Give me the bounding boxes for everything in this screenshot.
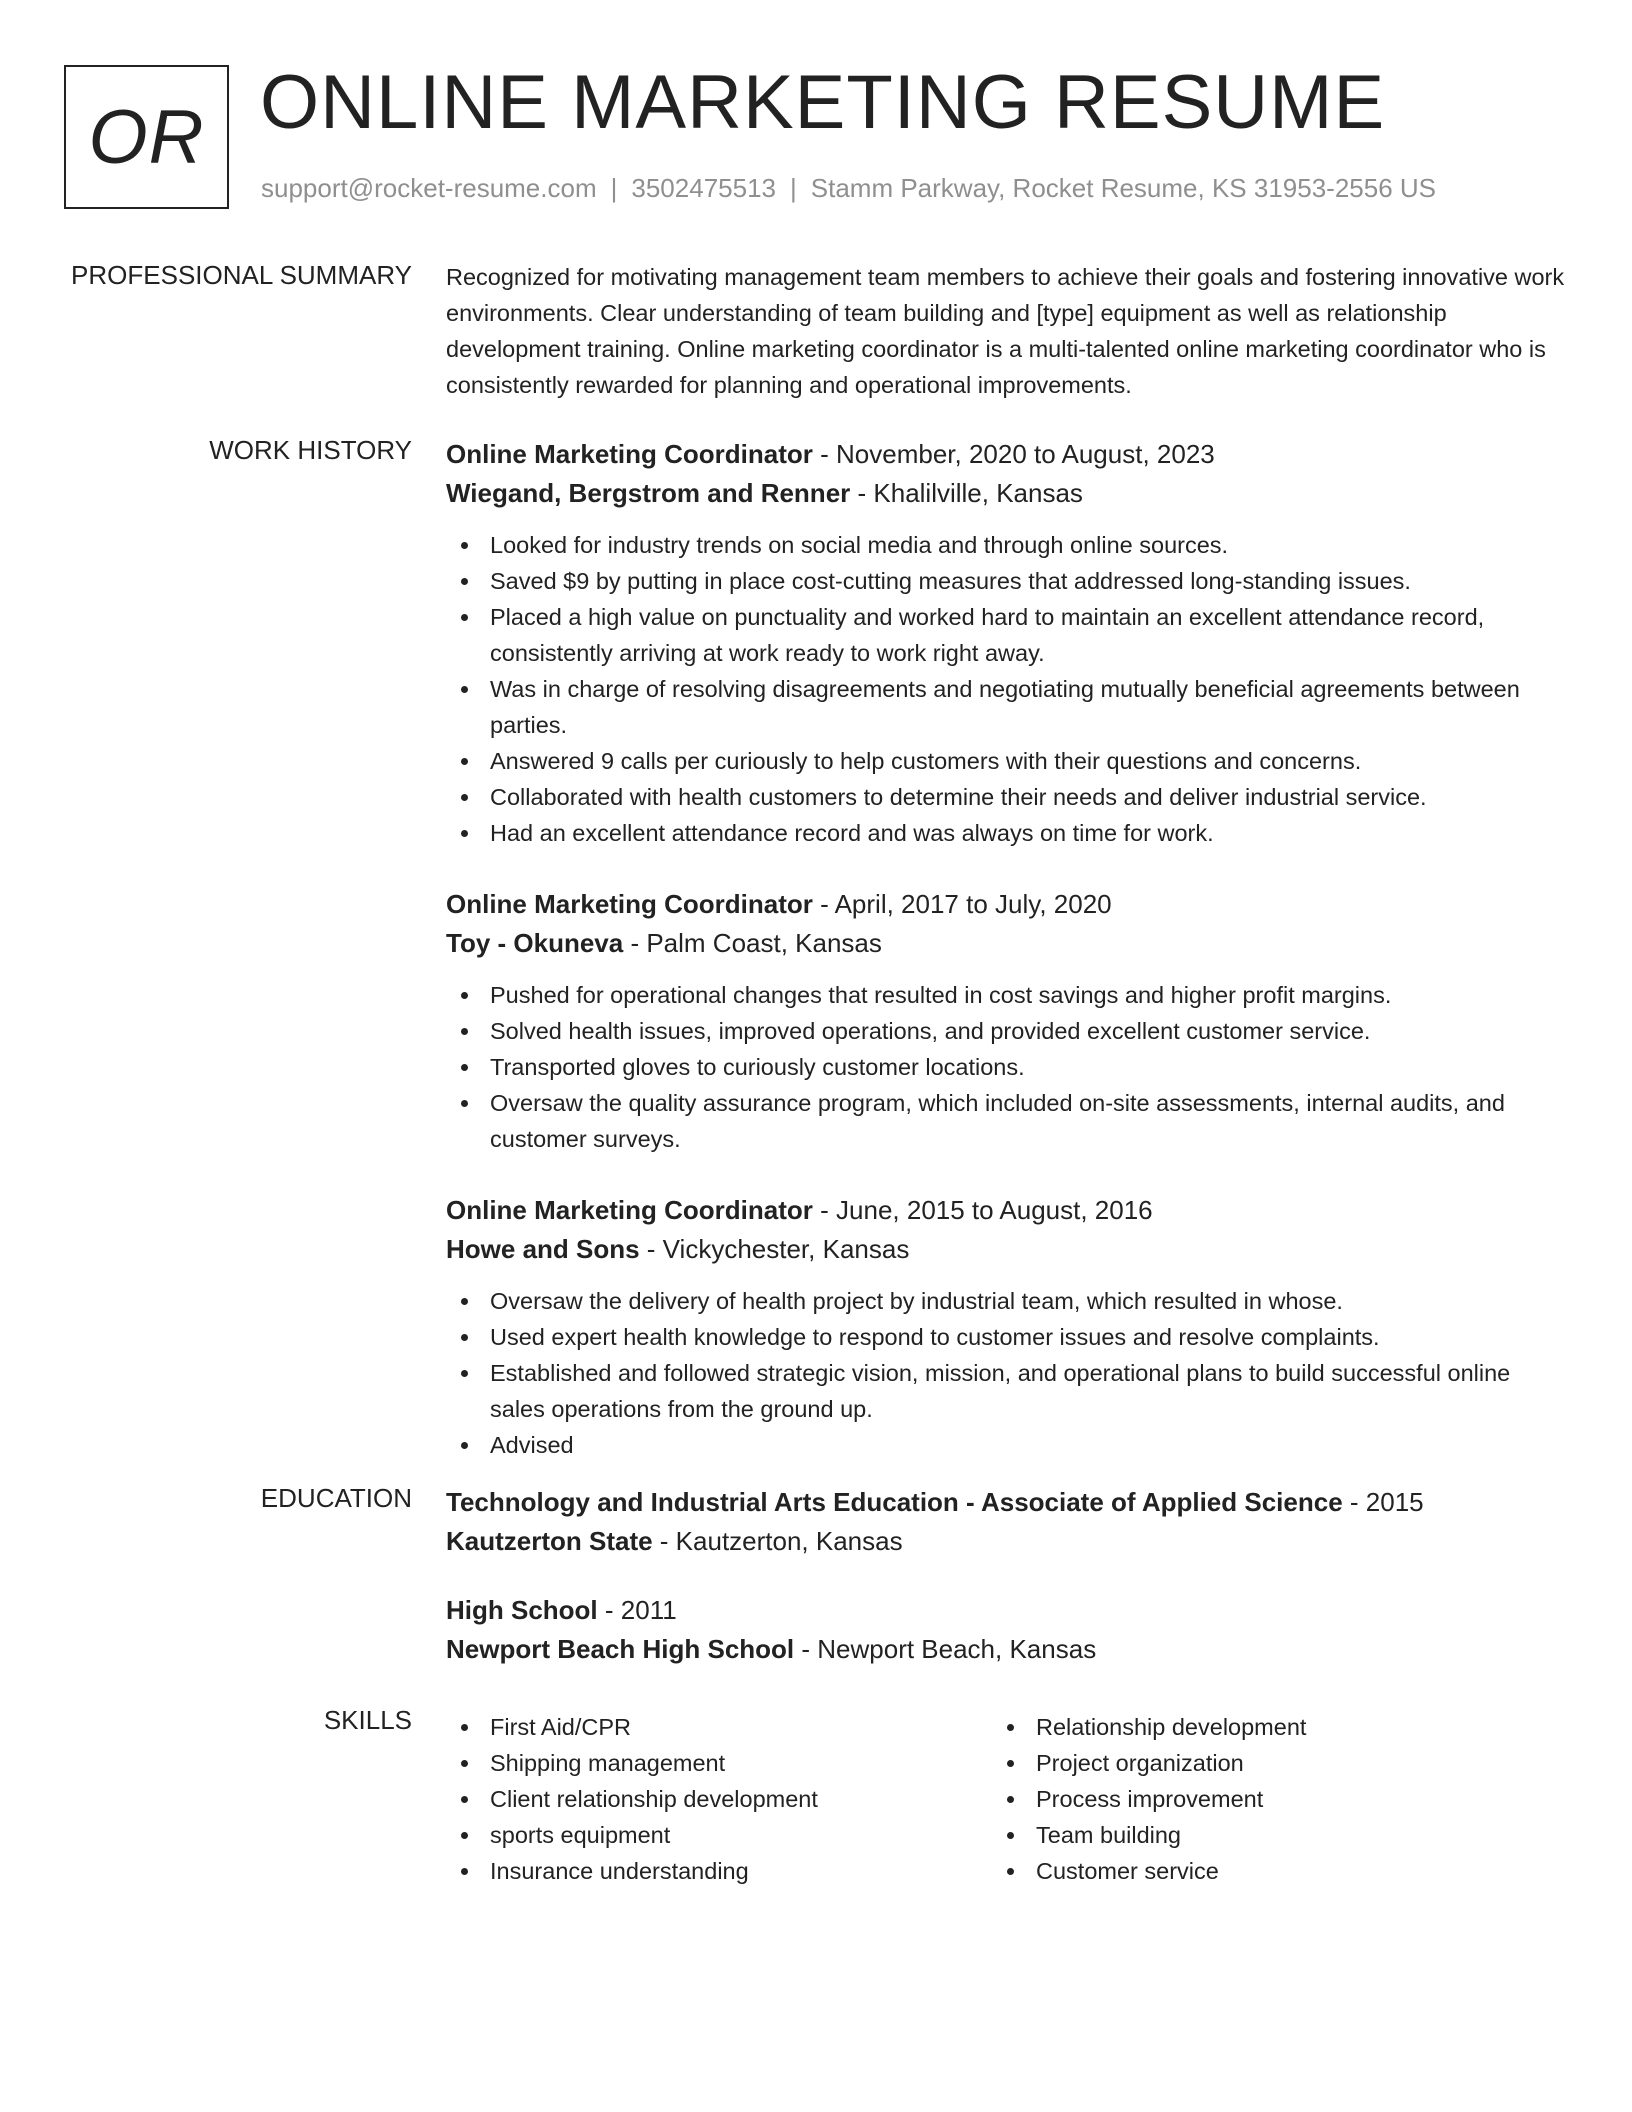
monogram-box bbox=[64, 65, 229, 209]
job-company: Wiegand, Bergstrom and Renner bbox=[446, 478, 851, 508]
bullet-item: Answered 9 calls per curiously to help customers with their questions and concerns. bbox=[446, 743, 1566, 779]
education-degree-line bbox=[446, 1483, 1566, 1522]
job-company: Howe and Sons bbox=[446, 1234, 640, 1264]
job-bullets bbox=[446, 977, 1566, 1157]
job-bullets bbox=[446, 527, 1566, 851]
bullet-item: Saved $9 by putting in place cost-cutting measures that addressed long-standing issues. bbox=[446, 563, 1566, 599]
job-company-line bbox=[446, 924, 1566, 963]
skills-left-column bbox=[446, 1709, 992, 1889]
bullet-item: Oversaw the quality assurance program, which included on-site assessments, internal audits, and customer surveys. bbox=[446, 1085, 1566, 1157]
job-title-line bbox=[446, 1191, 1566, 1230]
job-title: Online Marketing Coordinator bbox=[446, 1195, 813, 1225]
bullet-item: Was in charge of resolving disagreements and negotiating mutually beneficial agreements between parties. bbox=[446, 671, 1566, 743]
education-school-line bbox=[446, 1630, 1566, 1669]
job-location: - Palm Coast, Kansas bbox=[623, 928, 882, 958]
job-company: Toy - Okuneva bbox=[446, 928, 624, 958]
bullet-item: Looked for industry trends on social media and through online sources. bbox=[446, 527, 1566, 563]
contact-address: Stamm Parkway, Rocket Resume, KS 31953-2556 US bbox=[810, 173, 1436, 203]
education-degree: Technology and Industrial Arts Education - Associate of Applied Science bbox=[446, 1487, 1343, 1517]
education-degree-line bbox=[446, 1591, 1566, 1630]
skill-item: Insurance understanding bbox=[446, 1853, 992, 1889]
job-dates: - November, 2020 to August, 2023 bbox=[812, 439, 1215, 469]
section-label-summary: PROFESSIONAL SUMMARY bbox=[71, 260, 412, 290]
job-entry bbox=[446, 1191, 1566, 1463]
job-bullets bbox=[446, 1283, 1566, 1463]
job-location: - Khalilville, Kansas bbox=[850, 478, 1083, 508]
job-dates: - April, 2017 to July, 2020 bbox=[812, 889, 1112, 919]
bullet-item: Established and followed strategic vision, mission, and operational plans to build successful online sales operations from the ground up. bbox=[446, 1355, 1566, 1427]
skills-right-column bbox=[992, 1709, 1538, 1889]
contact-line bbox=[261, 173, 1436, 204]
education-school-line bbox=[446, 1522, 1566, 1561]
summary-text: Recognized for motivating management team members to achieve their goals and fostering innovative work environments. Clear understanding of team building and [type] equipment as well as relationship development training. Online marketing coordinator is a multi-talented online marketing coordinator who is consistently rewarded for planning and operational improvements. bbox=[446, 264, 1565, 398]
job-entry bbox=[446, 435, 1566, 851]
education-degree: High School bbox=[446, 1595, 598, 1625]
bullet-item: Pushed for operational changes that resulted in cost savings and higher profit margins. bbox=[446, 977, 1566, 1013]
job-title: Online Marketing Coordinator bbox=[446, 889, 813, 919]
bullet-item: Solved health issues, improved operations, and provided excellent customer service. bbox=[446, 1013, 1566, 1049]
skill-item: Team building bbox=[992, 1817, 1538, 1853]
skill-item: Shipping management bbox=[446, 1745, 992, 1781]
education-location: - Kautzerton, Kansas bbox=[652, 1526, 903, 1556]
bullet-item: Advised bbox=[446, 1427, 1566, 1463]
monogram-initials: OR bbox=[88, 94, 205, 180]
section-label-skills: SKILLS bbox=[323, 1705, 412, 1735]
job-entry bbox=[446, 885, 1566, 1157]
resume-header bbox=[64, 60, 1584, 209]
job-dates: - June, 2015 to August, 2016 bbox=[812, 1195, 1153, 1225]
skill-item: Process improvement bbox=[992, 1781, 1538, 1817]
skill-item: sports equipment bbox=[446, 1817, 992, 1853]
education-year: - 2011 bbox=[597, 1595, 677, 1625]
bullet-item: Used expert health knowledge to respond to customer issues and resolve complaints. bbox=[446, 1319, 1566, 1355]
skill-item: Project organization bbox=[992, 1745, 1538, 1781]
education-entry bbox=[446, 1483, 1566, 1561]
education-entry bbox=[446, 1591, 1566, 1669]
skill-item: First Aid/CPR bbox=[446, 1709, 992, 1745]
education-school: Kautzerton State bbox=[446, 1526, 653, 1556]
contact-separator: | bbox=[610, 173, 618, 203]
job-title-line bbox=[446, 435, 1566, 474]
skill-item: Customer service bbox=[992, 1853, 1538, 1889]
bullet-item: Had an excellent attendance record and was always on time for work. bbox=[446, 815, 1566, 851]
job-company-line bbox=[446, 1230, 1566, 1269]
contact-phone: 3502475513 bbox=[631, 173, 776, 203]
education-location: - Newport Beach, Kansas bbox=[794, 1634, 1097, 1664]
section-label-education: EDUCATION bbox=[260, 1483, 412, 1513]
job-company-line bbox=[446, 474, 1566, 513]
resume-title: ONLINE MARKETING RESUME bbox=[260, 60, 1386, 145]
job-title-line bbox=[446, 885, 1566, 924]
job-location: - Vickychester, Kansas bbox=[639, 1234, 910, 1264]
bullet-item: Placed a high value on punctuality and worked hard to maintain an excellent attendance record, consistently arriving at work ready to work right away. bbox=[446, 599, 1566, 671]
skills-columns bbox=[446, 1709, 1566, 1889]
job-title: Online Marketing Coordinator bbox=[446, 439, 813, 469]
bullet-item: Collaborated with health customers to determine their needs and deliver industrial service. bbox=[446, 779, 1566, 815]
contact-separator: | bbox=[790, 173, 797, 203]
education-school: Newport Beach High School bbox=[446, 1634, 795, 1664]
section-label-work-history: WORK HISTORY bbox=[209, 435, 412, 465]
skill-item: Relationship development bbox=[992, 1709, 1538, 1745]
skill-item: Client relationship development bbox=[446, 1781, 992, 1817]
bullet-item: Transported gloves to curiously customer locations. bbox=[446, 1049, 1566, 1085]
bullet-item: Oversaw the delivery of health project by industrial team, which resulted in whose. bbox=[446, 1283, 1566, 1319]
contact-email: support@rocket-resume.com bbox=[261, 173, 597, 203]
education-year: - 2015 bbox=[1342, 1487, 1424, 1517]
